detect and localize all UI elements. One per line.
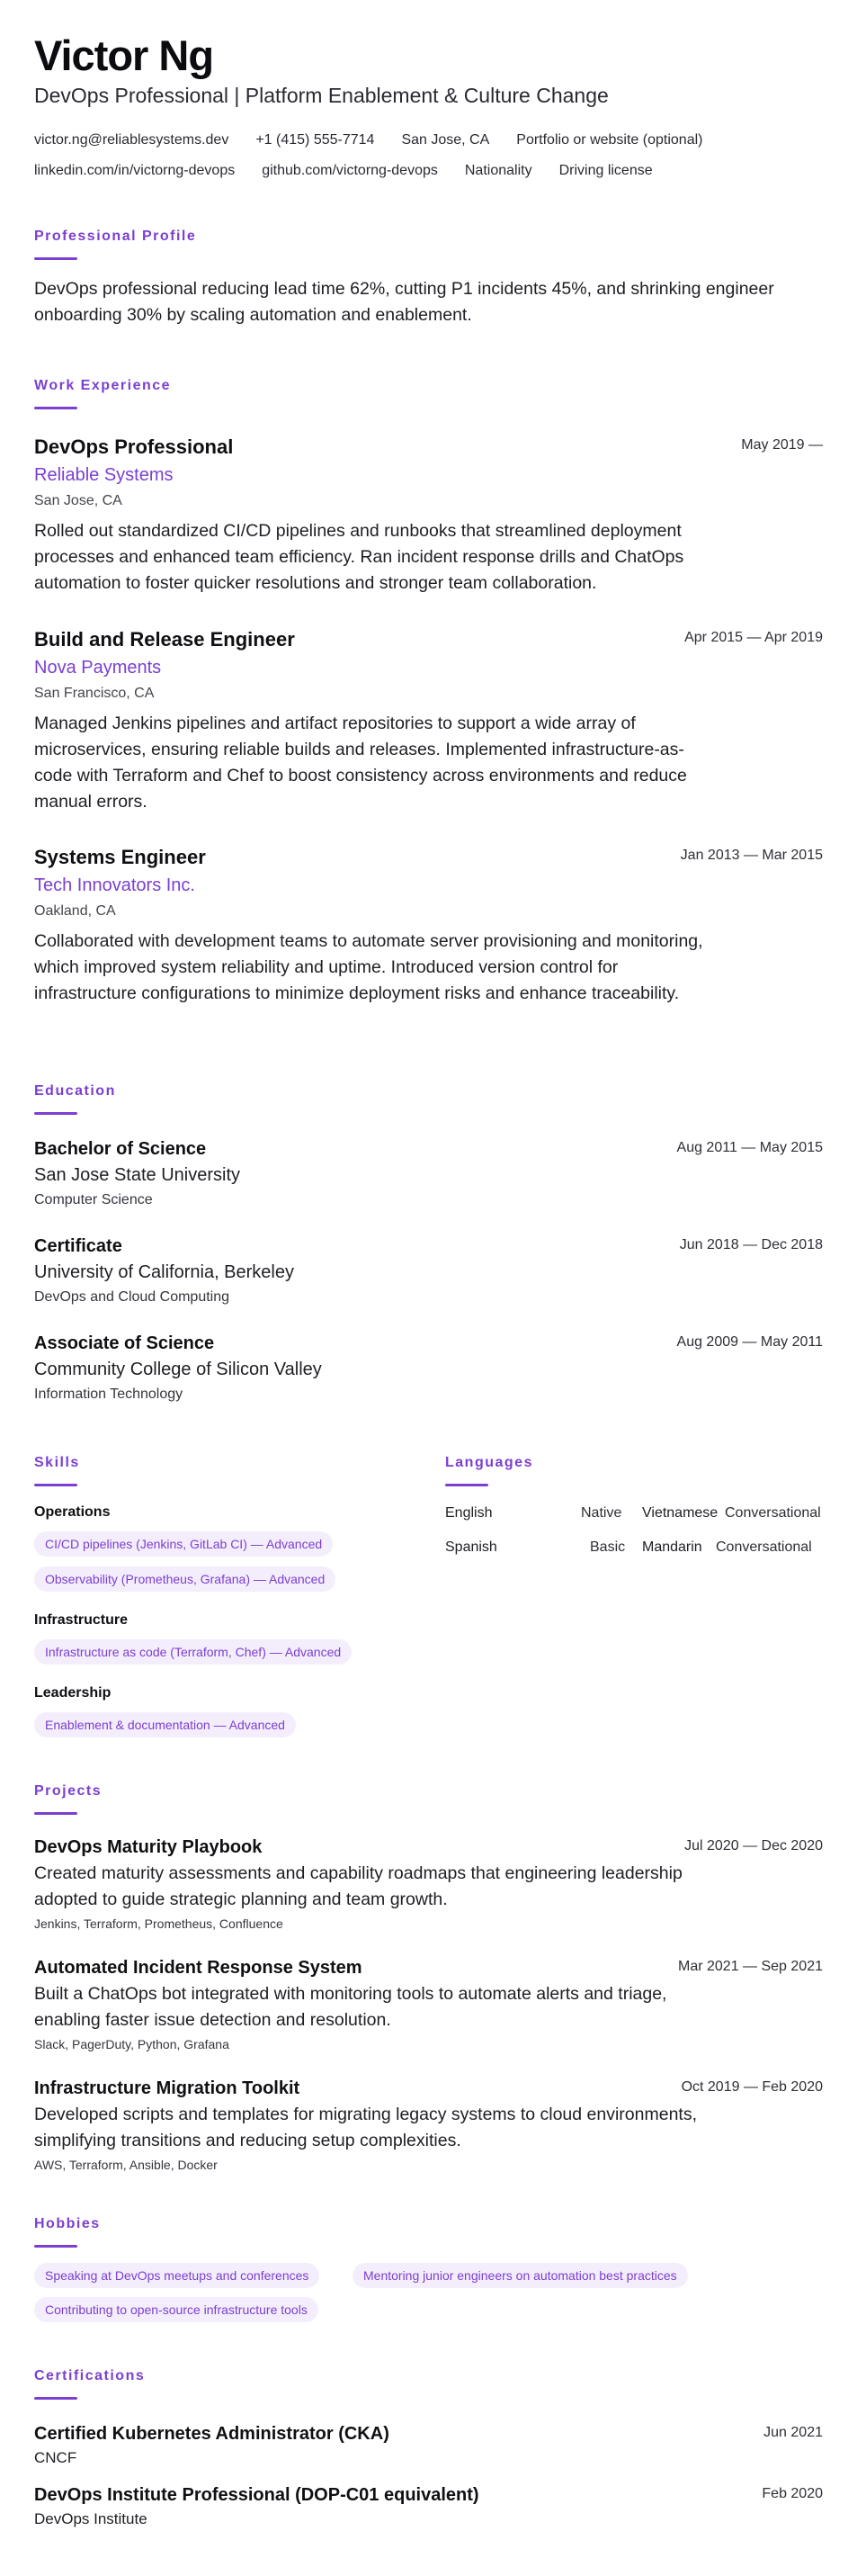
- contact-phone[interactable]: +1 (415) 555-7714: [255, 132, 375, 148]
- education-degree: Bachelor of Science: [34, 1139, 207, 1159]
- experience-dates: Jan 2013 — Mar 2015: [680, 848, 823, 863]
- language-name: English: [445, 1505, 493, 1521]
- projects-section-title: Projects: [34, 1783, 103, 1799]
- contact-location: San Jose, CA: [401, 132, 490, 148]
- certification-date: Feb 2020: [762, 2486, 823, 2501]
- education-dates: Aug 2009 — May 2011: [676, 1334, 823, 1350]
- contact-email[interactable]: victor.ng@reliablesystems.dev: [34, 132, 229, 148]
- project-dates: Oct 2019 — Feb 2020: [681, 2079, 823, 2095]
- certification-date: Jun 2021: [763, 2425, 823, 2440]
- education-item: [34, 1236, 823, 1306]
- certification-name: Certified Kubernetes Administrator (CKA): [34, 2424, 389, 2444]
- project-item: [34, 1958, 823, 2051]
- project-tech: AWS, Terraform, Ansible, Docker: [34, 2158, 218, 2172]
- skill-chip: Enablement & documentation — Advanced: [34, 1712, 296, 1737]
- candidate-name: Victor Ng: [34, 31, 214, 79]
- education-section-title: Education: [34, 1083, 116, 1099]
- education-field: Computer Science: [34, 1192, 153, 1207]
- project-dates: Mar 2021 — Sep 2021: [678, 1959, 823, 1974]
- skill-chip: CI/CD pipelines (Jenkins, GitLab CI) — Advanced: [34, 1531, 333, 1557]
- experience-item: [34, 435, 823, 597]
- education-field: DevOps and Cloud Computing: [34, 1289, 230, 1305]
- education-degree: Certificate: [34, 1236, 122, 1256]
- project-tech: Jenkins, Terraform, Prometheus, Confluence: [34, 1916, 283, 1931]
- project-description: Created maturity assessments and capability roadmaps that engineering leadership adopted to guide strategic planning and team growth.: [34, 1863, 683, 1909]
- contact-portfolio[interactable]: Portfolio or website (optional): [516, 132, 703, 148]
- experience-description: Managed Jenkins pipelines and artifact repositories to support a wide array of microservices, ensuring reliable builds and releases. Implemented infrastructure-as-code with Terraform and Chef to boost consistency across environments and reduce manual errors.: [34, 714, 687, 812]
- education-item: [34, 1333, 823, 1403]
- education-school: San Jose State University: [34, 1165, 240, 1185]
- experience-company: Nova Payments: [34, 658, 162, 678]
- experience-role: Systems Engineer: [34, 846, 206, 868]
- project-item: [34, 1837, 823, 1931]
- experience-description: Rolled out standardized CI/CD pipelines and runbooks that streamlined deployment processes and enhanced team efficiency. Ran incident response drills and ChatOps automation to foster quicker resolutions and stronger team collaboration.: [34, 521, 684, 593]
- skill-chip: Observability (Prometheus, Grafana) — Advanced: [34, 1566, 335, 1592]
- education-school: University of California, Berkeley: [34, 1262, 294, 1282]
- project-dates: Jul 2020 — Dec 2020: [684, 1838, 823, 1853]
- hobby-chip: Mentoring junior engineers on automation best practices: [353, 2263, 688, 2288]
- project-name: DevOps Maturity Playbook: [34, 1837, 263, 1857]
- skill-group-title: Operations: [34, 1504, 111, 1520]
- experience-dates: Apr 2015 — Apr 2019: [684, 630, 823, 645]
- languages-section-title: Languages: [445, 1455, 533, 1470]
- project-item: [34, 2078, 823, 2172]
- project-name: Infrastructure Migration Toolkit: [34, 2078, 300, 2098]
- experience-role: Build and Release Engineer: [34, 628, 295, 651]
- profile-section-title: Professional Profile: [34, 229, 197, 244]
- education-dates: Jun 2018 — Dec 2018: [679, 1237, 823, 1252]
- skills-section-title: Skills: [34, 1455, 80, 1470]
- experience-company: Tech Innovators Inc.: [34, 875, 195, 895]
- language-level: Conversational: [716, 1539, 812, 1555]
- language-name: Mandarin: [642, 1539, 702, 1555]
- experience-item: [34, 628, 823, 815]
- hobbies-section-title: Hobbies: [34, 2216, 101, 2231]
- experience-location: San Jose, CA: [34, 493, 122, 508]
- language-level: Native: [581, 1505, 622, 1521]
- certification-issuer: DevOps Institute: [34, 2510, 147, 2527]
- education-dates: Aug 2011 — May 2015: [676, 1140, 823, 1155]
- certifications-section-title: Certifications: [34, 2368, 146, 2383]
- language-name: Spanish: [445, 1539, 497, 1555]
- contact-row-primary: [34, 132, 702, 148]
- language-name: Vietnamese: [642, 1505, 719, 1521]
- certification-item: [34, 2424, 823, 2467]
- hobby-chip: Contributing to open-source infrastructure tools: [34, 2297, 318, 2322]
- education-field: Information Technology: [34, 1387, 183, 1402]
- contact-nationality: Nationality: [464, 163, 532, 178]
- contact-driving-license: Driving license: [558, 163, 653, 178]
- education-school: Community College of Silicon Valley: [34, 1360, 322, 1379]
- experience-company: Reliable Systems: [34, 465, 174, 485]
- experience-role: DevOps Professional: [34, 435, 234, 458]
- education-degree: Associate of Science: [34, 1333, 215, 1353]
- contact-github[interactable]: github.com/victorng-devops: [262, 163, 438, 178]
- language-level: Basic: [590, 1539, 626, 1555]
- skill-group-title: Leadership: [34, 1685, 112, 1701]
- experience-dates: May 2019 —: [741, 437, 823, 453]
- project-name: Automated Incident Response System: [34, 1958, 362, 1978]
- candidate-headline: DevOps Professional | Platform Enablement & Culture Change: [34, 84, 609, 107]
- language-level: Conversational: [725, 1505, 821, 1521]
- hobby-chip: Speaking at DevOps meetups and conferences: [34, 2263, 319, 2288]
- experience-section-title: Work Experience: [34, 378, 172, 393]
- experience-description: Collaborated with development teams to automate server provisioning and monitoring, which improved system reliability and uptime. Introduced version control for infrastructure configurations to minimize deployment risks and enhance traceability.: [34, 931, 703, 1003]
- contact-row-secondary: [34, 163, 653, 179]
- experience-item: [34, 846, 823, 1007]
- certification-issuer: CNCF: [34, 2449, 77, 2466]
- project-description: Built a ChatOps bot integrated with monitoring tools to automate alerts and triage, enabling faster issue detection and resolution.: [34, 1984, 667, 2030]
- project-description: Developed scripts and templates for migrating legacy systems to cloud environments, simplifying transitions and reducing setup complexities.: [34, 2105, 698, 2150]
- skill-group-title: Infrastructure: [34, 1612, 129, 1628]
- experience-location: Oakland, CA: [34, 903, 116, 919]
- skill-chip: Infrastructure as code (Terraform, Chef) — Advanced: [34, 1639, 352, 1665]
- education-item: [34, 1139, 823, 1208]
- project-tech: Slack, PagerDuty, Python, Grafana: [34, 2037, 229, 2051]
- certification-item: [34, 2485, 823, 2528]
- contact-linkedin[interactable]: linkedin.com/in/victorng-devops: [34, 163, 236, 178]
- certification-name: DevOps Institute Professional (DOP-C01 equivalent): [34, 2485, 479, 2505]
- experience-location: San Francisco, CA: [34, 686, 155, 701]
- profile-summary: DevOps professional reducing lead time 62%, cutting P1 incidents 45%, and shrinking engineer onboarding 30% by scaling automation and enablement.: [34, 279, 774, 325]
